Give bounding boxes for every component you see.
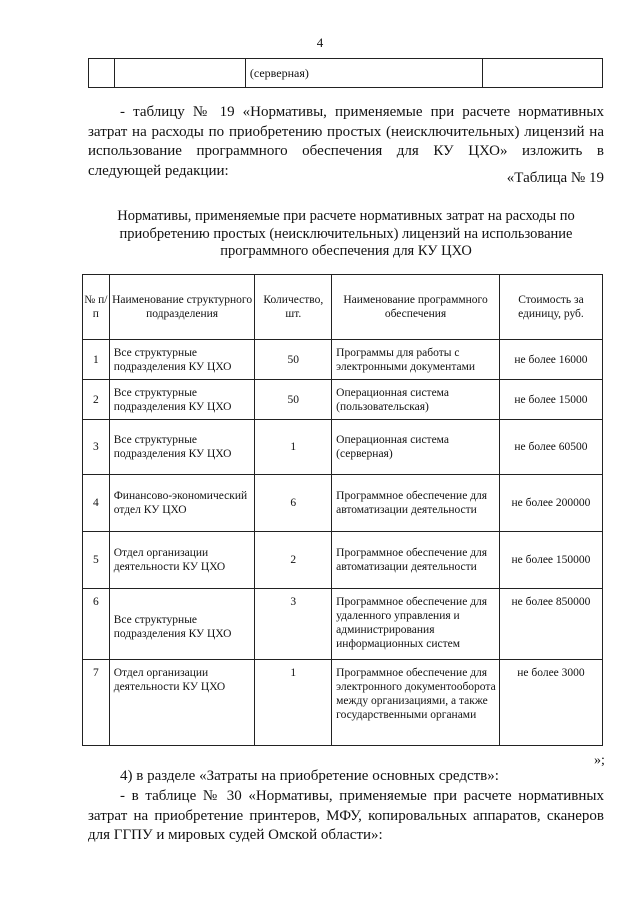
page-number: 4 — [316, 35, 324, 50]
cell-software: Программное обеспечение для автоматизации деятельности — [332, 475, 500, 532]
top-table-cell-1 — [89, 59, 115, 88]
cell-qty: 1 — [255, 660, 332, 746]
table-row — [83, 380, 603, 420]
table-row — [83, 420, 603, 475]
cell-num: 7 — [83, 660, 110, 746]
table-row — [83, 532, 603, 589]
table-row — [83, 589, 603, 660]
cell-dept: Отдел организации деятельности КУ ЦХО — [109, 660, 255, 746]
closing-quote: »; — [594, 753, 605, 768]
table-row — [83, 475, 603, 532]
cell-qty: 50 — [255, 380, 332, 420]
cell-software: Программное обеспечение для автоматизации деятельности — [332, 532, 500, 589]
cell-software: Программное обеспечение для удаленного управления и администрирования информационных систем — [332, 589, 500, 660]
cell-num: 4 — [83, 475, 110, 532]
cell-qty: 6 — [255, 475, 332, 532]
cell-dept: Все структурные подразделения КУ ЦХО — [109, 380, 255, 420]
cell-num: 2 — [83, 380, 110, 420]
table-header-row — [83, 275, 603, 340]
header-num: № п/п — [83, 275, 110, 340]
header-qty: Количество, шт. — [255, 275, 332, 340]
cell-cost: не более 150000 — [499, 532, 602, 589]
cell-cost: не более 15000 — [499, 380, 602, 420]
intro-paragraph: - таблицу № 19 «Нормативы, применяемые при расчете нормативных затрат на расходы по приобретению простых (неисключительных) лицензий на использование программного обеспечения для КУ ЦХО» изложить в следующей редакции: — [88, 104, 604, 179]
norms-table — [82, 274, 603, 746]
cell-qty: 3 — [255, 589, 332, 660]
cell-dept: Финансово-экономический отдел КУ ЦХО — [109, 475, 255, 532]
cell-cost: не более 200000 — [499, 475, 602, 532]
header-software: Наименование программного обеспечения — [332, 275, 500, 340]
cell-cost: не более 3000 — [499, 660, 602, 746]
table30-paragraph: - в таблице № 30 «Нормативы, применяемые при расчете нормативных затрат на приобретение принтеров, МФУ, копировальных аппаратов, сканеров для ГГПУ и мировых судей Омской области»: — [88, 788, 604, 843]
cell-qty: 1 — [255, 420, 332, 475]
top-table-cell-2 — [114, 59, 245, 88]
cell-qty: 50 — [255, 340, 332, 380]
header-dept: Наименование структурного подразделения — [109, 275, 255, 340]
table-row — [83, 660, 603, 746]
cell-cost: не более 16000 — [499, 340, 602, 380]
table-title: Нормативы, применяемые при расчете нормативных затрат на расходы по приобретению простых (неисключительных) лицензий на использование программного обеспечения для КУ ЦХО — [117, 208, 575, 259]
cell-num: 6 — [83, 589, 110, 660]
cell-num: 5 — [83, 532, 110, 589]
cell-num: 3 — [83, 420, 110, 475]
top-table-fragment — [88, 58, 603, 88]
cell-num: 1 — [83, 340, 110, 380]
table-label: «Таблица № 19 — [506, 170, 604, 186]
cell-qty: 2 — [255, 532, 332, 589]
section-paragraph: 4) в разделе «Затраты на приобретение основных средств»: — [120, 768, 499, 784]
cell-cost: не более 60500 — [499, 420, 602, 475]
cell-software: Программное обеспечение для электронного документооборота между организациями, а также государственными органами — [332, 660, 500, 746]
cell-dept: Все структурные подразделения КУ ЦХО — [109, 340, 255, 380]
cell-software: Операционная система (серверная) — [332, 420, 500, 475]
table-row — [83, 340, 603, 380]
cell-dept: Отдел организации деятельности КУ ЦХО — [109, 532, 255, 589]
cell-dept: Все структурные подразделения КУ ЦХО — [109, 420, 255, 475]
cell-dept: Все структурные подразделения КУ ЦХО — [109, 589, 255, 660]
top-table-cell-3: (серверная) — [245, 59, 482, 88]
top-table-cell-4 — [482, 59, 602, 88]
header-cost: Стоимость за единицу, руб. — [499, 275, 602, 340]
cell-software: Операционная система (пользовательская) — [332, 380, 500, 420]
cell-software: Программы для работы с электронными документами — [332, 340, 500, 380]
cell-cost: не более 850000 — [499, 589, 602, 660]
